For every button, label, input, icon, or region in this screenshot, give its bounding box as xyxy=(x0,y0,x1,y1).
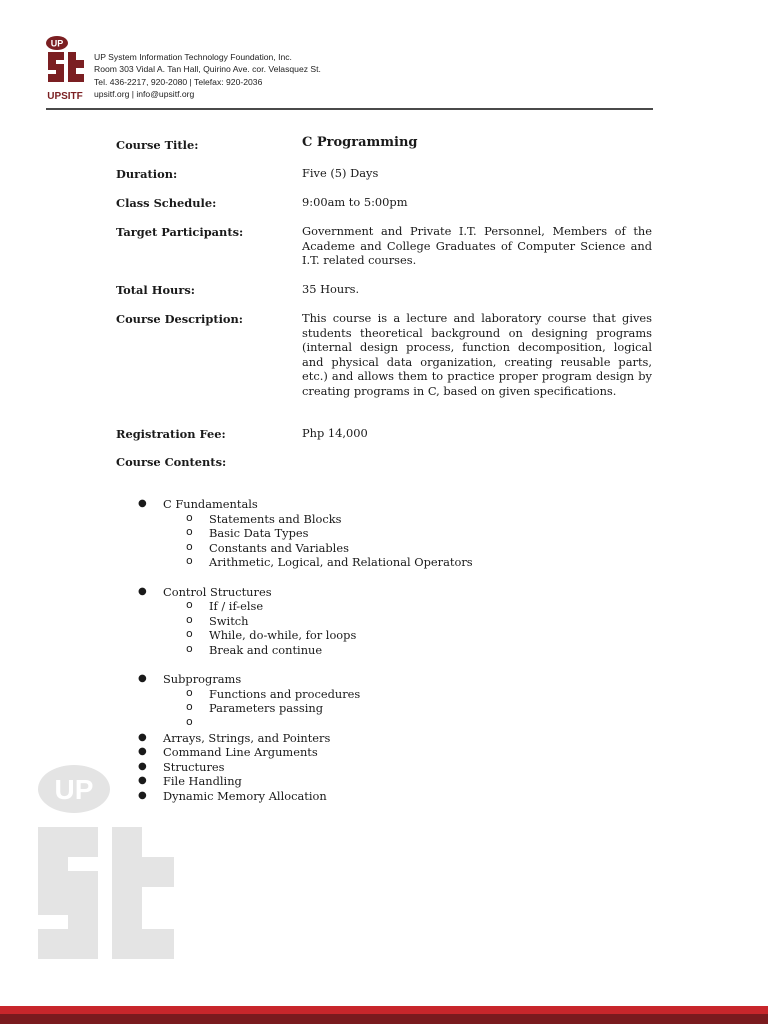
content-topic: Control Structures xyxy=(163,584,272,599)
duration-value: Five (5) Days xyxy=(302,166,379,180)
upsitf-logo xyxy=(44,36,86,102)
registration-fee-label: Registration Fee: xyxy=(116,427,226,441)
content-subtopic: Functions and procedures xyxy=(209,686,361,701)
sub-bullet-icon: o xyxy=(186,510,193,524)
org-phone: Tel. 436-2217, 920-2080 | Telefax: 920-2036 xyxy=(94,76,263,87)
content-topic: Command Line Arguments xyxy=(163,745,318,760)
sub-bullet-icon: o xyxy=(186,627,193,641)
footer-red-band xyxy=(0,1006,768,1014)
content-topic: Structures xyxy=(163,759,225,774)
sub-bullet-icon: o xyxy=(186,642,193,655)
bullet-icon: ● xyxy=(138,585,147,597)
upsitf-watermark xyxy=(36,765,176,960)
org-name: UP System Information Technology Foundation, Inc. xyxy=(94,52,292,62)
content-topic: C Fundamentals xyxy=(163,497,258,511)
content-subtopic: Statements and Blocks xyxy=(209,511,342,526)
course-title-label: Course Title: xyxy=(116,138,199,152)
bullet-icon: ● xyxy=(138,775,147,787)
bullet-icon: ● xyxy=(138,498,147,509)
content-subtopic: While, do-while, for loops xyxy=(209,628,357,643)
sub-bullet-icon: o xyxy=(186,525,193,539)
bullet-icon: ● xyxy=(138,746,147,758)
class-schedule-label: Class Schedule: xyxy=(116,196,217,210)
header-divider xyxy=(46,108,653,110)
bullet-icon: ● xyxy=(138,760,147,772)
content-subtopic: Arithmetic, Logical, and Relational Operators xyxy=(209,555,473,570)
bullet-icon: ● xyxy=(138,790,147,801)
org-web-email: upsitf.org | info@upsitf.org xyxy=(94,88,195,99)
content-subtopic: If / if-else xyxy=(209,599,264,614)
bullet-icon: ● xyxy=(138,673,147,685)
footer-dark-band xyxy=(0,1014,768,1024)
watermark-up-text: UP xyxy=(54,774,94,805)
content-subtopic: Basic Data Types xyxy=(209,526,309,541)
total-hours-label: Total Hours: xyxy=(116,283,195,297)
sub-bullet-icon: o xyxy=(186,715,193,728)
course-title-value: C Programming xyxy=(302,135,418,150)
course-contents-label: Course Contents: xyxy=(116,455,227,469)
content-topic: File Handling xyxy=(163,774,242,789)
registration-fee-value: Php 14,000 xyxy=(302,426,368,440)
target-participants-label: Target Participants: xyxy=(116,225,244,239)
sub-bullet-icon: o xyxy=(186,685,193,699)
duration-label: Duration: xyxy=(116,167,178,181)
organization-info xyxy=(94,51,321,100)
content-subtopic: Parameters passing xyxy=(209,701,323,716)
sub-bullet-icon: o xyxy=(186,598,193,612)
content-subtopic: Switch xyxy=(209,613,249,628)
sub-bullet-icon: o xyxy=(186,554,193,568)
logo-upsitf-text: UPSITF xyxy=(47,91,83,102)
total-hours-value: 35 Hours. xyxy=(302,282,360,296)
sub-bullet-icon: o xyxy=(186,612,193,626)
target-participants-value: Government and Private I.T. Personnel, Members of the Academe and College Graduates of Computer Science and I.T. related courses. xyxy=(302,224,652,268)
course-description-value: This course is a lecture and laboratory course that gives students theoretical background on designing programs (internal design process, function decomposition, logical and physical data organization, creating reusable parts, etc.) and allows them to practice proper program design by creating programs in C, based on given specifications. xyxy=(302,311,652,398)
content-topic: Subprograms xyxy=(163,672,242,687)
course-description-label: Course Description: xyxy=(116,312,244,326)
content-subtopic: Break and continue xyxy=(209,643,323,657)
org-address: Room 303 Vidal A. Tan Hall, Quirino Ave. cor. Velasquez St. xyxy=(94,64,321,75)
bullet-icon: ● xyxy=(138,731,147,743)
logo-up-text: UP xyxy=(50,38,64,49)
class-schedule-value: 9:00am to 5:00pm xyxy=(302,195,408,209)
content-topic: Dynamic Memory Allocation xyxy=(163,789,327,803)
sub-bullet-icon: o xyxy=(186,539,193,553)
content-subtopic: Constants and Variables xyxy=(209,540,349,555)
content-topic: Arrays, Strings, and Pointers xyxy=(163,730,331,745)
sub-bullet-icon: o xyxy=(186,700,193,714)
